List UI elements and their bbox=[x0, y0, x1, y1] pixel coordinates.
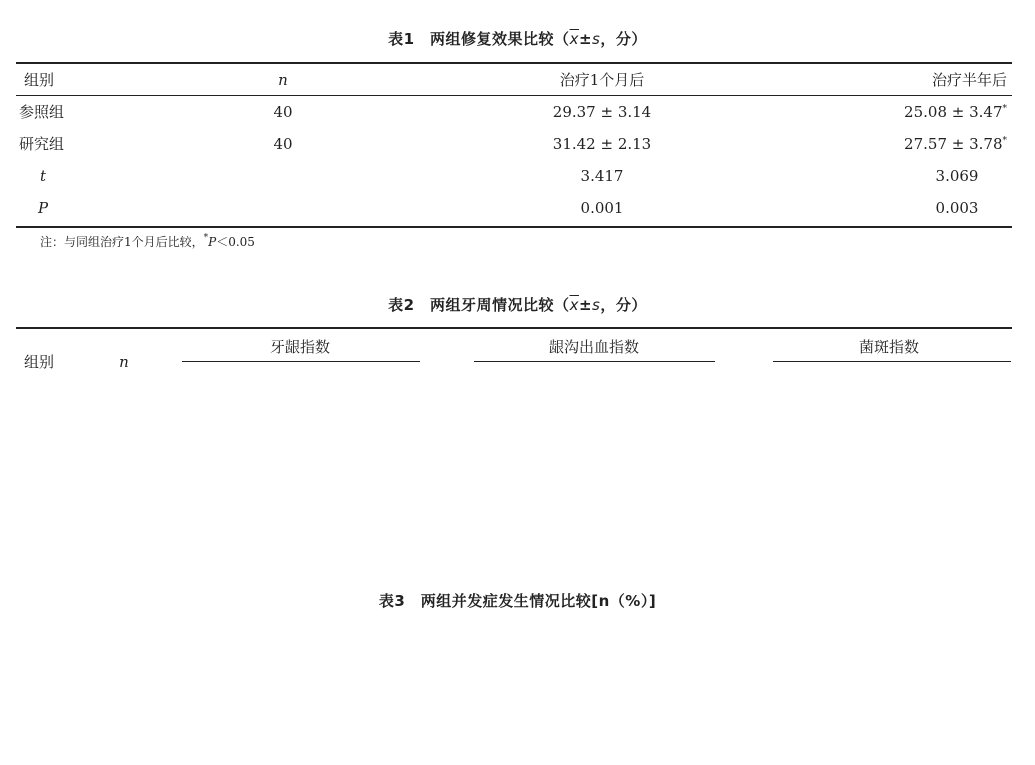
table1-header-month1: 治疗1个月后 bbox=[559, 71, 645, 89]
table1-bottom-rule bbox=[16, 226, 1012, 228]
table2-header-group: 组别 bbox=[24, 353, 55, 371]
table2-group-rule bbox=[773, 361, 1011, 362]
row-month1: 0.001 bbox=[580, 199, 624, 217]
table2-caption: 表2 两组牙周情况比较（$\overline{x}\pm s$，分） bbox=[388, 296, 647, 314]
row-group: P bbox=[38, 199, 49, 217]
row-month1: 31.42 ± 2.13 bbox=[552, 135, 652, 153]
table1-header-halfyear: 治疗半年后 bbox=[931, 71, 1007, 89]
table2-header-plaque-index: 菌斑指数 bbox=[858, 338, 920, 356]
table1-header-rule bbox=[16, 95, 1012, 96]
row-group: 研究组 bbox=[19, 135, 65, 153]
table3-caption: 表3 两组并发症发生情况比较[n（%）] bbox=[378, 592, 657, 610]
row-group: 参照组 bbox=[19, 103, 65, 121]
table1-top-rule bbox=[16, 62, 1012, 64]
row-halfyear: 25.08 ± 3.47* bbox=[904, 103, 1007, 121]
table2-group-rule bbox=[474, 361, 715, 362]
row-n: 40 bbox=[273, 103, 293, 121]
row-month1: 3.417 bbox=[580, 167, 624, 185]
table2-header-n: n bbox=[119, 353, 129, 371]
table2-top-rule bbox=[16, 327, 1012, 329]
table1-header-n: n bbox=[278, 71, 288, 89]
table2-group-rule bbox=[182, 361, 420, 362]
table1-note: 注：与同组治疗1个月后比较，*P＜0.05 bbox=[40, 233, 255, 249]
row-month1: 29.37 ± 3.14 bbox=[552, 103, 652, 121]
row-halfyear: 27.57 ± 3.78* bbox=[904, 135, 1007, 153]
row-n: 40 bbox=[273, 135, 293, 153]
row-halfyear: 0.003 bbox=[935, 199, 979, 217]
table2-header-sulcus-bleeding-index: 龈沟出血指数 bbox=[548, 338, 640, 356]
table2-header-gingival-index: 牙龈指数 bbox=[269, 338, 331, 356]
table1-caption: 表1 两组修复效果比较（$\overline{x}\pm s$，分） bbox=[388, 30, 647, 48]
row-halfyear: 3.069 bbox=[935, 167, 979, 185]
table1-header-group: 组别 bbox=[24, 71, 55, 89]
row-group: t bbox=[40, 167, 47, 185]
